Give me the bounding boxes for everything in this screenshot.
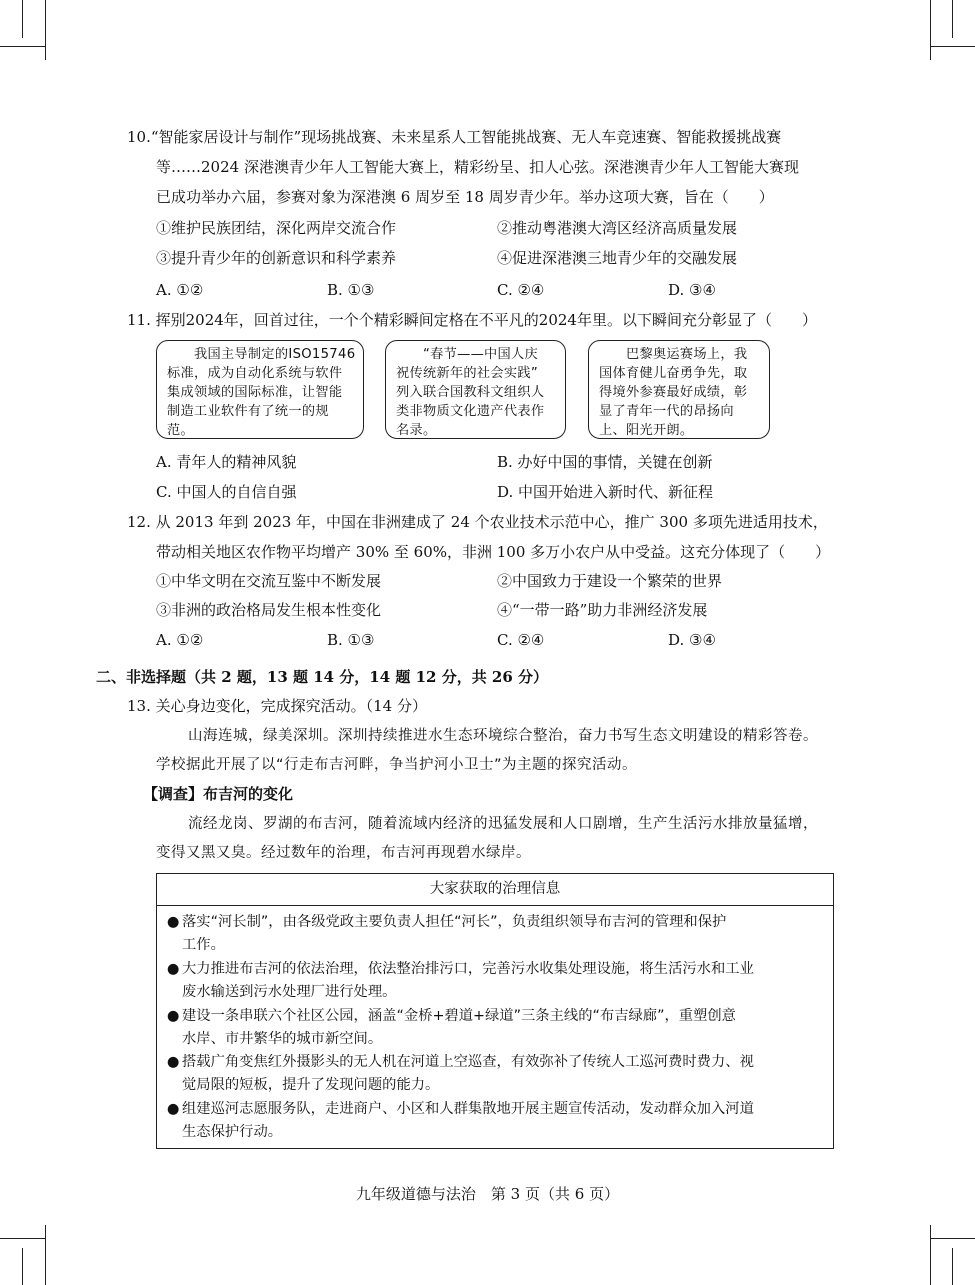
q13-stem: 13. 关心身边变化，完成探究活动。（14 分）	[127, 697, 427, 715]
bullet-icon: ●	[167, 1008, 180, 1024]
bubble-line: 国体育健儿奋勇争先，取	[599, 366, 748, 381]
q10-choice-b[interactable]: B. ①③	[327, 281, 375, 299]
q12-stem-line: 12. 从 2013 年到 2023 年，中国在非洲建成了 24 个农业技术示范中心，推广 300 多项先进适用技术，	[127, 513, 828, 531]
q11-choice-a[interactable]: A. 青年人的精神风貌	[156, 453, 297, 471]
bullet-line: 落实“河长制”，由各级党政主要负责人担任“河长”，负责组织领导布吉河的管理和保护	[182, 914, 727, 930]
info-bullet-3	[167, 1005, 827, 1051]
bubble-line: 类非物质文化遗产代表作	[396, 404, 545, 419]
q13-para-line: 流经龙岗、罗湖的布吉河，随着流域内经济的迅猛发展和人口剧增，生产生活污水排放量猛增，	[188, 816, 818, 832]
bubble-line: 标准，成为自动化系统与软件	[167, 366, 343, 381]
bullet-icon: ●	[167, 1054, 180, 1070]
bubble-line: “春节——中国人庆	[396, 347, 539, 362]
info-bullet-4	[167, 1051, 827, 1097]
q10-choice-a[interactable]: A. ①②	[156, 281, 204, 299]
crop-mark	[952, 1248, 953, 1285]
crop-mark	[930, 1238, 975, 1239]
q12-choice-b[interactable]: B. ①③	[327, 631, 375, 649]
q11-bubble-1	[156, 340, 364, 439]
bullet-line: 觉局限的短板，提升了发现问题的能力。	[182, 1077, 440, 1093]
q10-stem-line: 10.“智能家居设计与制作”现场挑战赛、未来星系人工智能挑战赛、无人车竞速赛、智能救援挑战赛	[127, 128, 782, 146]
bullet-line: 搭载广角变焦红外摄影头的无人机在河道上空巡查，有效弥补了传统人工巡河费时费力、视	[182, 1054, 754, 1070]
bubble-line: 名录。	[396, 423, 437, 438]
q11-choice-b[interactable]: B. 办好中国的事情，关键在创新	[497, 453, 713, 471]
crop-mark	[930, 46, 975, 47]
q11-bubble-3	[588, 340, 770, 439]
q12-item: ③非洲的政治格局发生根本性变化	[156, 601, 382, 619]
bullet-line: 生态保护行动。	[182, 1124, 283, 1140]
q13-intro-line: 学校据此开展了以“行走布吉河畔，争当护河小卫士”为主题的探究活动。	[156, 757, 638, 773]
q10-choice-d[interactable]: D. ③④	[668, 281, 716, 299]
q12-choice-c[interactable]: C. ②④	[497, 631, 545, 649]
bullet-icon: ●	[167, 961, 180, 977]
q12-stem-line: 带动相关地区农作物平均增产 30% 至 60%，非洲 100 多万小农户从中受益。这充分体现了（ ）	[156, 543, 831, 561]
crop-mark	[0, 46, 45, 47]
governance-info-box	[156, 873, 834, 1149]
crop-mark	[930, 1225, 931, 1285]
bullet-line: 组建巡河志愿服务队，走进商户、小区和人群集散地开展主题宣传活动，发动群众加入河道	[182, 1101, 754, 1117]
crop-mark	[45, 1225, 46, 1285]
info-bullet-2	[167, 958, 827, 1004]
section-title: 二、非选择题（共 2 题，13 题 14 分，14 题 12 分，共 26 分）	[96, 668, 549, 686]
bullet-line: 水岸、市井繁华的城市新空间。	[182, 1031, 383, 1047]
bullet-icon: ●	[167, 1101, 180, 1117]
q13-subhead: 【调查】布吉河的变化	[143, 785, 294, 803]
q12-item: ④“一带一路”助力非洲经济发展	[497, 601, 708, 619]
q13-intro-line: 山海连城，绿美深圳。深圳持续推进水生态环境综合整治，奋力书写生态文明建设的精彩答卷。	[188, 728, 818, 744]
bullet-line: 大力推进布吉河的依法治理，依法整治排污口，完善污水收集处理设施，将生活污水和工业	[182, 961, 754, 977]
bubble-line: 列入联合国教科文组织人	[396, 385, 545, 400]
q10-item: ④促进深港澳三地青少年的交融发展	[497, 249, 738, 267]
bullet-icon: ●	[167, 914, 180, 930]
bubble-line: 集成领域的国际标准，让智能	[167, 385, 343, 400]
crop-mark	[0, 1238, 45, 1239]
crop-mark	[952, 0, 953, 38]
bubble-line: 范。	[167, 423, 194, 438]
bullet-line: 工作。	[182, 937, 225, 953]
q12-choice-a[interactable]: A. ①②	[156, 631, 204, 649]
q12-item: ①中华文明在交流互鉴中不断发展	[156, 572, 382, 590]
q11-stem: 11. 挥别2024年，回首过往，一个个精彩瞬间定格在不平凡的2024年里。以下瞬间充分彰显了（ ）	[127, 311, 817, 329]
bullet-line: 废水输送到污水处理厂进行处理。	[182, 984, 397, 1000]
q11-choice-d[interactable]: D. 中国开始进入新时代、新征程	[497, 483, 714, 501]
page-footer: 九年级道德与法治 第 3 页（共 6 页）	[355, 1185, 620, 1203]
q13-para-line: 变得又黑又臭。经过数年的治理，布吉河再现碧水绿岸。	[156, 845, 531, 861]
q10-item: ③提升青少年的创新意识和科学素养	[156, 249, 397, 267]
crop-mark	[22, 0, 23, 38]
q10-stem-line: 已成功举办六届，参赛对象为深港澳 6 周岁至 18 周岁青少年。举办这项大赛，旨在（ ）	[156, 188, 774, 206]
q11-bubble-2	[385, 340, 566, 439]
crop-mark	[45, 0, 46, 60]
q10-item: ②推动粤港澳大湾区经济高质量发展	[497, 219, 738, 237]
q10-item: ①维护民族团结，深化两岸交流合作	[156, 219, 397, 237]
info-box-title: 大家获取的治理信息	[157, 874, 833, 906]
q10-stem-line: 等……2024 深港澳青少年人工智能大赛上，精彩纷呈、扣人心弦。深港澳青少年人工智能大赛现	[156, 158, 799, 176]
q10-choice-c[interactable]: C. ②④	[497, 281, 545, 299]
bubble-line: 显了青年一代的昂扬向	[599, 404, 734, 419]
info-bullet-5	[167, 1098, 827, 1144]
info-bullet-1	[167, 911, 827, 957]
bubble-line: 得境外参赛最好成绩，彰	[599, 385, 748, 400]
bubble-line: 巴黎奥运赛场上，我	[599, 347, 748, 362]
bullet-line: 建设一条串联六个社区公园，涵盖“金桥+碧道+绿道”三条主线的“布吉绿廊”，重塑创意	[182, 1008, 736, 1024]
bubble-line: 祝传统新年的社会实践”	[396, 366, 539, 381]
crop-mark	[930, 0, 931, 60]
q12-choice-d[interactable]: D. ③④	[668, 631, 716, 649]
bubble-line: 我国主导制定的ISO15746	[167, 347, 356, 362]
crop-mark	[22, 1248, 23, 1285]
q12-item: ②中国致力于建设一个繁荣的世界	[497, 572, 723, 590]
bubble-line: 上、阳光开朗。	[599, 423, 694, 438]
q11-choice-c[interactable]: C. 中国人的自信自强	[156, 483, 297, 501]
bubble-line: 制造工业软件有了统一的规	[167, 404, 329, 419]
